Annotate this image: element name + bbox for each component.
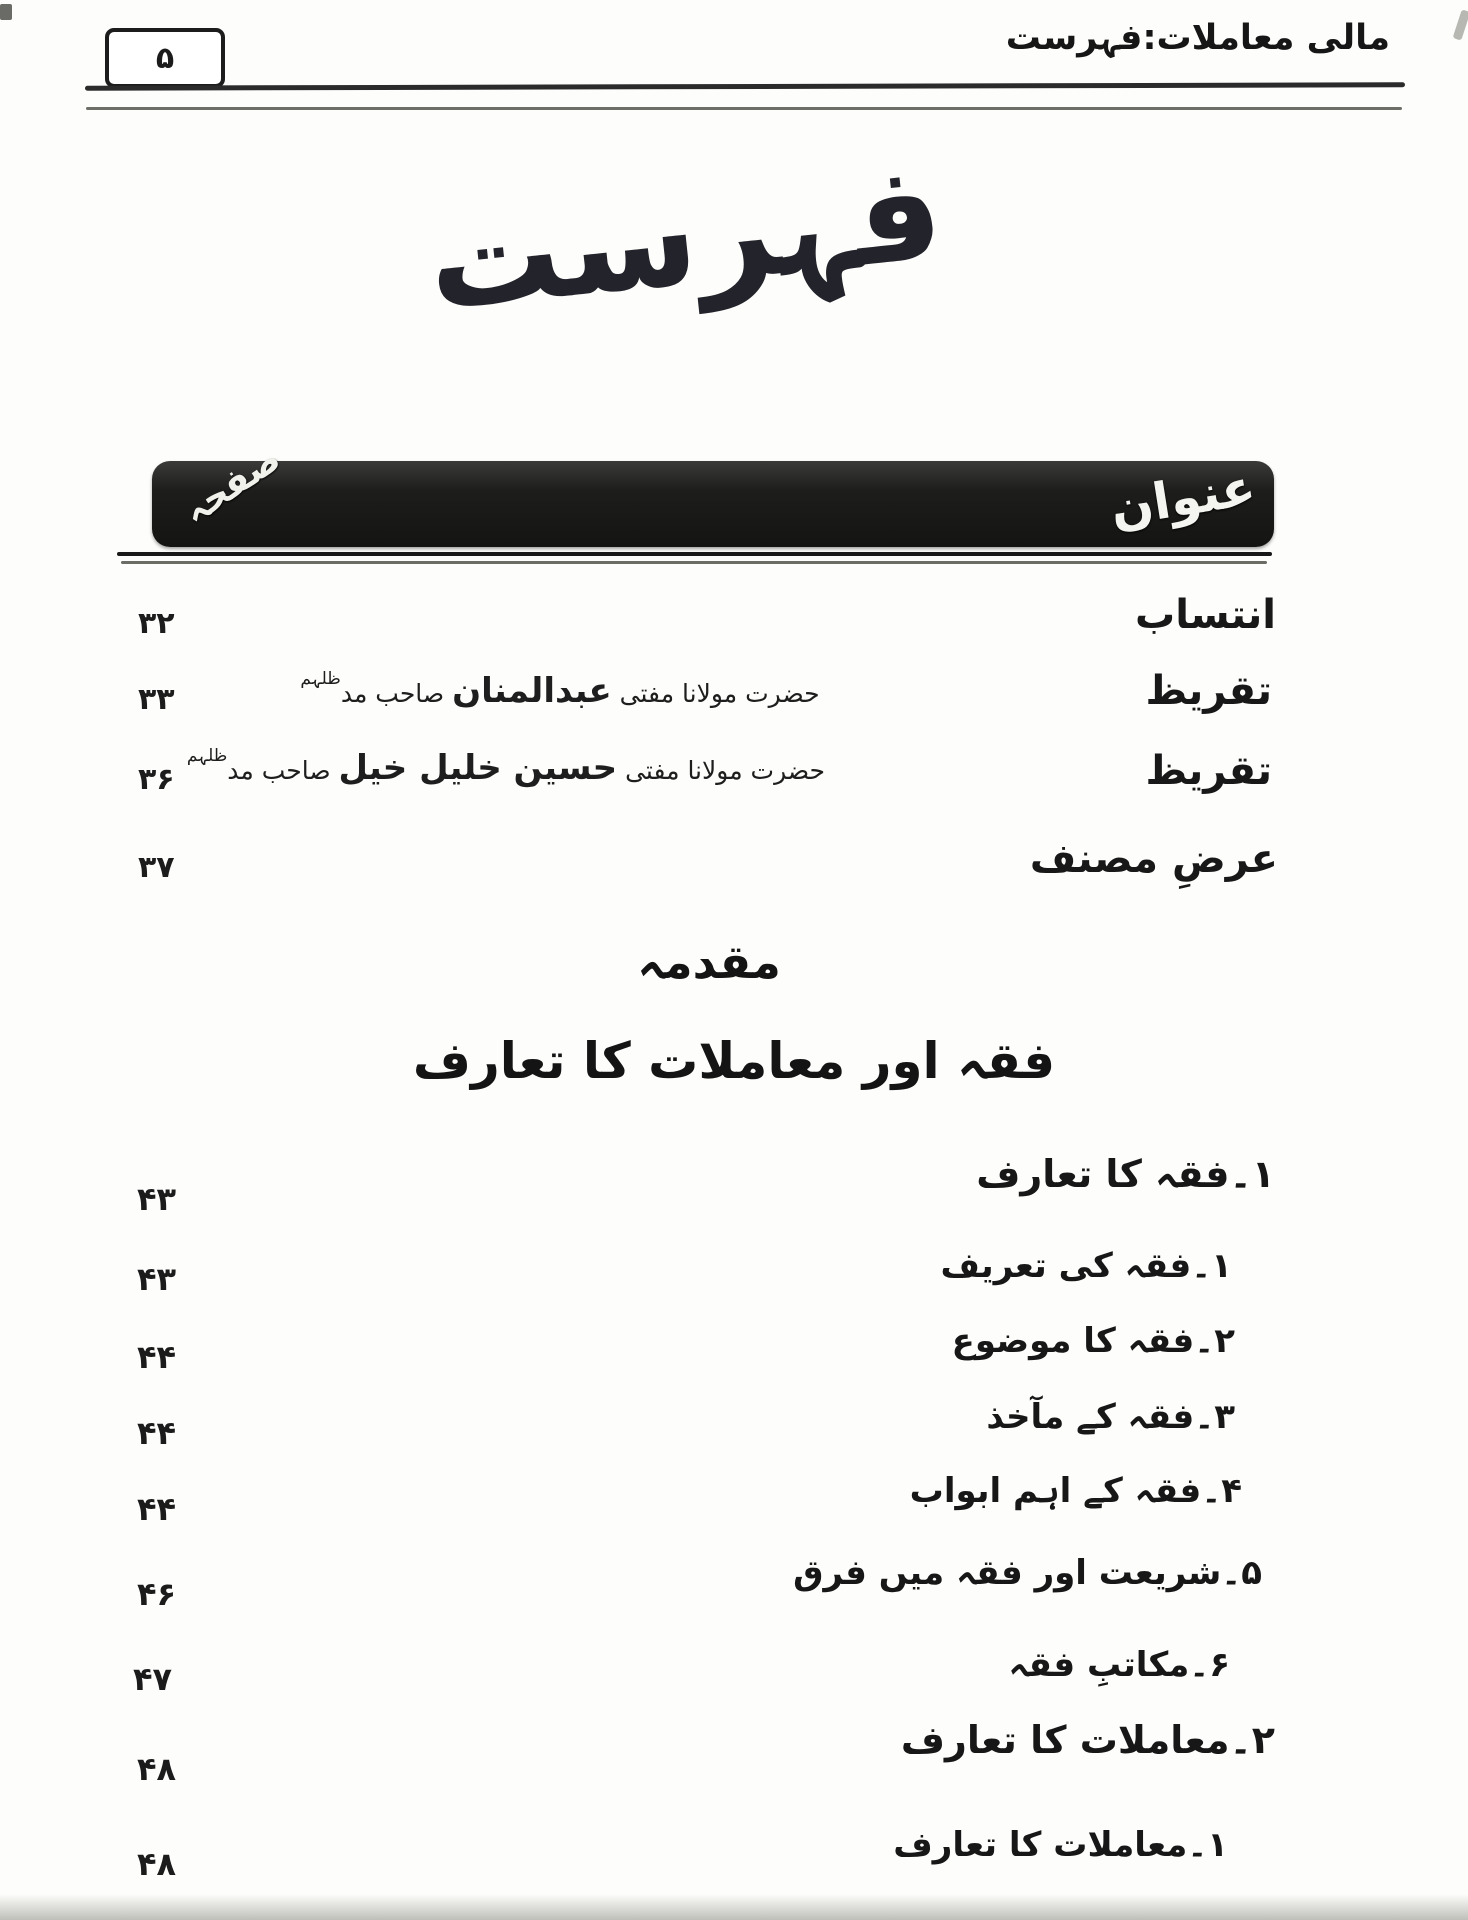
author-suffix: صاحب مد [340,679,445,708]
toc-entry-page: ۳۲ [138,606,175,641]
toc-entry-title: ۲۔فقہ کا موضوع [951,1321,1235,1361]
toc-entry-title: ۲۔معاملات کا تعارف [900,1718,1275,1762]
section-heading-muqaddimah: مقدمہ [637,935,781,989]
toc-entry-title: انتساب [1135,592,1276,638]
author-suffix: صاحب مد [227,756,331,785]
section-heading-intro: فقہ اور معاملات کا تعارف [412,1032,1056,1090]
page-number-box [105,28,225,88]
scan-corner-speck [0,4,12,20]
column-label-page: صفحہ [175,438,289,533]
toc-entry-page: ۳۳ [138,682,175,717]
author-name: حسین خلیل خیل [338,748,618,788]
author-prefix: حضرت مولانا مفتی [619,679,820,708]
toc-entry-title: ۳۔فقہ کے مآخذ [986,1397,1235,1437]
bar-underline-thick [117,552,1272,556]
toc-entry-page: ۳۷ [138,850,175,885]
toc-entry-title: ۱۔معاملات کا تعارف [893,1825,1228,1865]
toc-entry-page: ۴۴ [137,1414,177,1452]
toc-entry-author [295,668,825,711]
page-title: فہرست [420,134,950,342]
scan-corner-mark [1453,9,1468,40]
toc-entry-page: ۴۳ [137,1260,177,1298]
header-rule-thin [86,107,1402,110]
toc-entry-page: ۴۴ [137,1338,177,1376]
toc-entry-page: ۴۷ [133,1660,173,1698]
running-header-title: مالی معاملات:فہرست [1005,18,1390,58]
toc-entry-title: ۱۔فقہ کی تعریف [940,1246,1232,1286]
bar-underline-thin [121,561,1267,564]
toc-entry-title: ۶۔مکاتبِ فقہ [1008,1645,1230,1685]
author-honorific: ظلہم [186,746,228,766]
header-rule-thick [85,82,1405,90]
page-number: ۵ [155,40,175,76]
toc-entry-title: ۱۔فقہ کا تعارف [976,1152,1275,1196]
toc-entry-title: ۵۔شریعت اور فقہ میں فرق [793,1553,1262,1593]
author-prefix: حضرت مولانا مفتی [625,756,825,785]
toc-entry-page: ۴۳ [137,1180,177,1218]
toc-entry-title: تقریظ [1145,748,1272,794]
toc-entry-title: تقریظ [1145,668,1272,714]
column-header-bar [152,438,1274,547]
toc-entry-author [186,745,825,788]
toc-entry-title: ۴۔فقہ کے اہم ابواب [909,1471,1242,1511]
toc-entry-page: ۴۶ [137,1575,177,1613]
toc-entry-page: ۴۸ [137,1845,177,1883]
toc-entry-page: ۴۸ [137,1750,177,1788]
author-honorific: ظلہم [300,669,341,689]
scan-bottom-shadow [0,1894,1468,1920]
toc-entry-title: عرضِ مصنف [1029,836,1278,882]
toc-entry-page: ۳۶ [138,762,175,797]
author-name: عبدالمنان [452,671,612,711]
column-label-title: عنوان [1106,457,1260,539]
toc-entry-page: ۴۴ [137,1490,177,1528]
